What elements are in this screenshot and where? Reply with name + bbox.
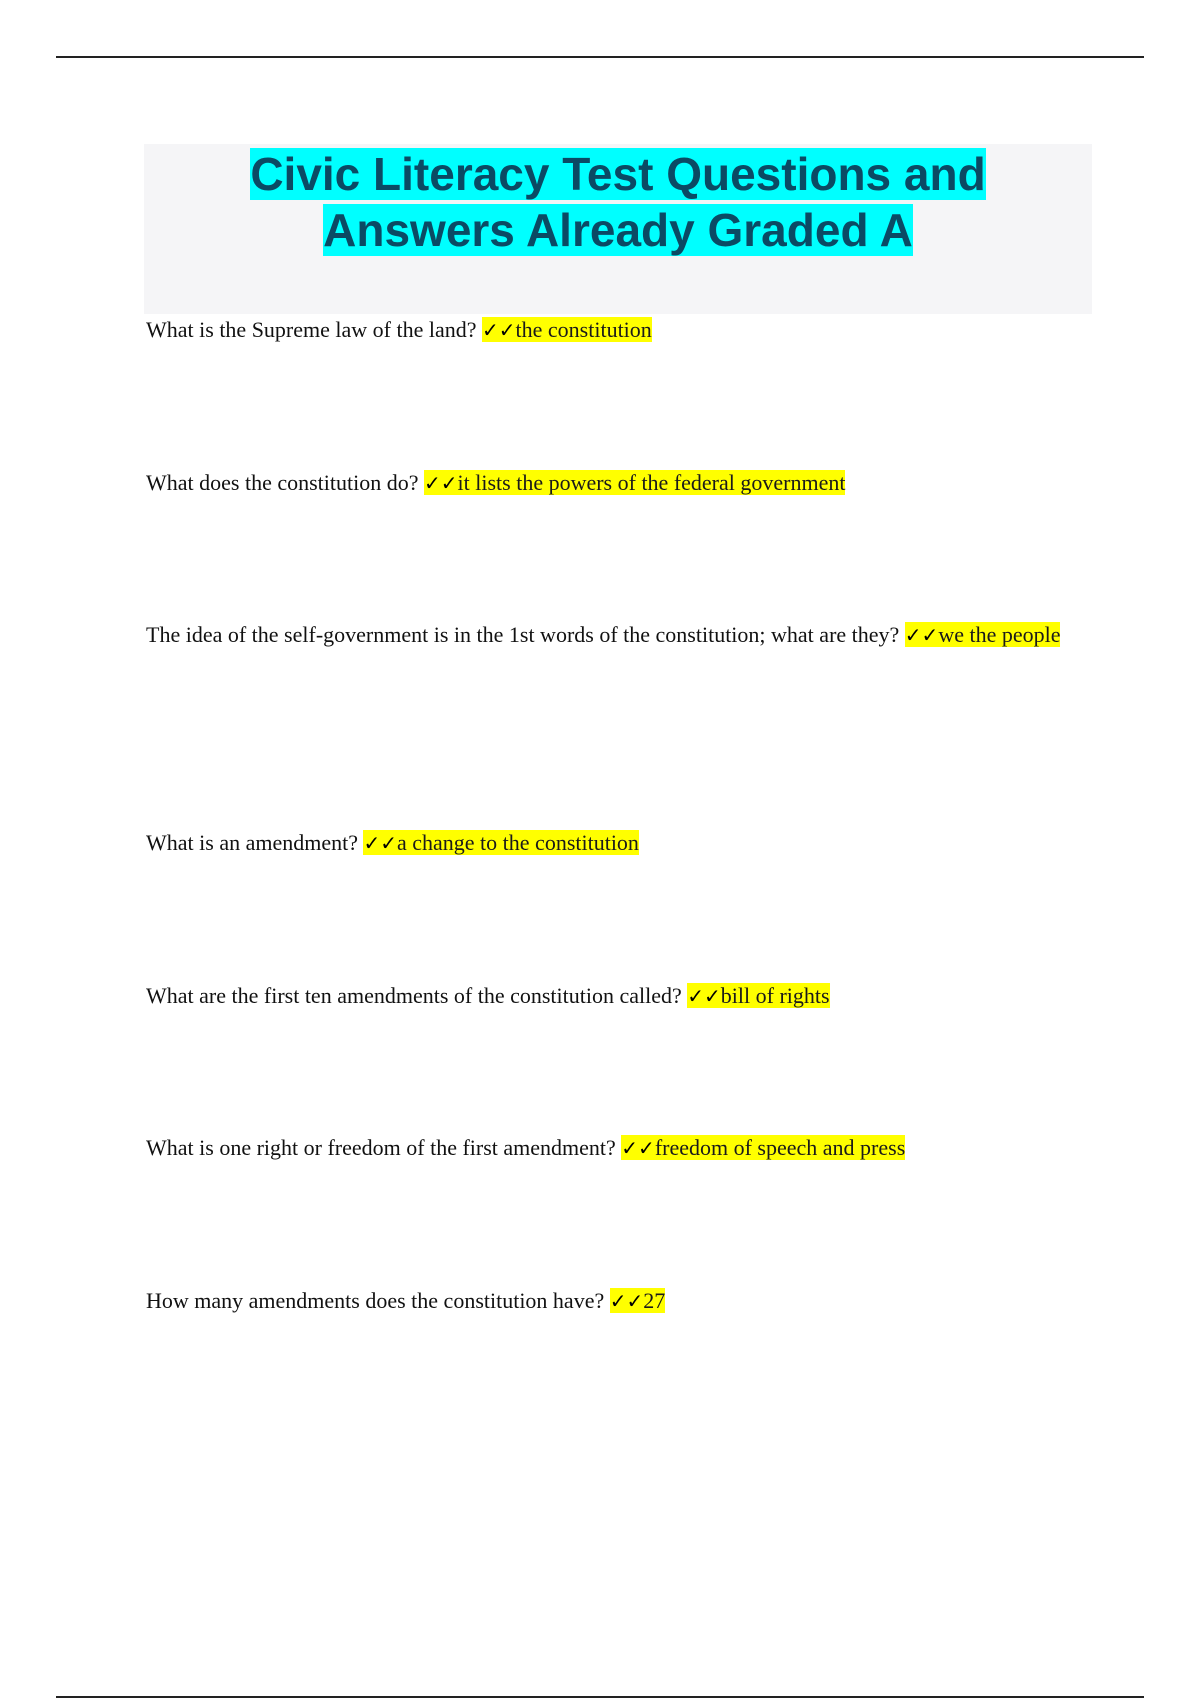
answer-text: 27 [643,1288,666,1313]
qa-item-4 [146,813,1096,873]
title-block [144,144,1092,314]
answer-text: the constitution [515,317,652,342]
document-title: Civic Literacy Test Questions and Answers Already Graded A [250,148,986,256]
answer-highlight [482,317,652,342]
check-icon: ✓✓ [687,984,721,1008]
answer-highlight [621,1135,905,1160]
qa-item-2 [146,453,1096,513]
answer-text: we the people [938,622,1061,647]
question-text: What is the Supreme law of the land? [146,317,477,342]
qa-item-7 [146,1271,1096,1331]
qa-item-3 [146,605,1096,665]
answer-text: freedom of speech and press [654,1135,906,1160]
check-icon: ✓✓ [904,623,939,647]
check-icon: ✓✓ [363,831,397,855]
answer-highlight [424,470,845,495]
qa-item-5 [146,966,1096,1026]
question-text: What is an amendment? [146,830,358,855]
answer-text: it lists the powers of the federal government [457,470,846,495]
check-icon: ✓✓ [621,1136,655,1160]
answer-highlight [363,830,638,855]
qa-item-6 [146,1118,1096,1178]
answer-text: bill of rights [720,983,830,1008]
answer-highlight [687,983,829,1008]
check-icon: ✓✓ [609,1289,644,1313]
question-text: What is one right or freedom of the first amendment? [146,1135,616,1160]
top-rule [56,56,1144,58]
answer-highlight [905,622,1061,647]
check-icon: ✓✓ [482,318,516,342]
question-text: What are the first ten amendments of the constitution called? [146,983,682,1008]
question-text: What does the constitution do? [146,470,419,495]
question-text: How many amendments does the constitution have? [146,1288,605,1313]
title-wrap [218,144,1018,258]
answer-highlight [610,1288,666,1313]
bottom-rule [56,1696,1144,1698]
question-text: The idea of the self-government is in the 1st words of the constitution; what are they? [146,622,900,647]
answer-text: a change to the constitution [397,830,639,855]
qa-item-1 [146,300,1096,360]
check-icon: ✓✓ [424,471,458,495]
